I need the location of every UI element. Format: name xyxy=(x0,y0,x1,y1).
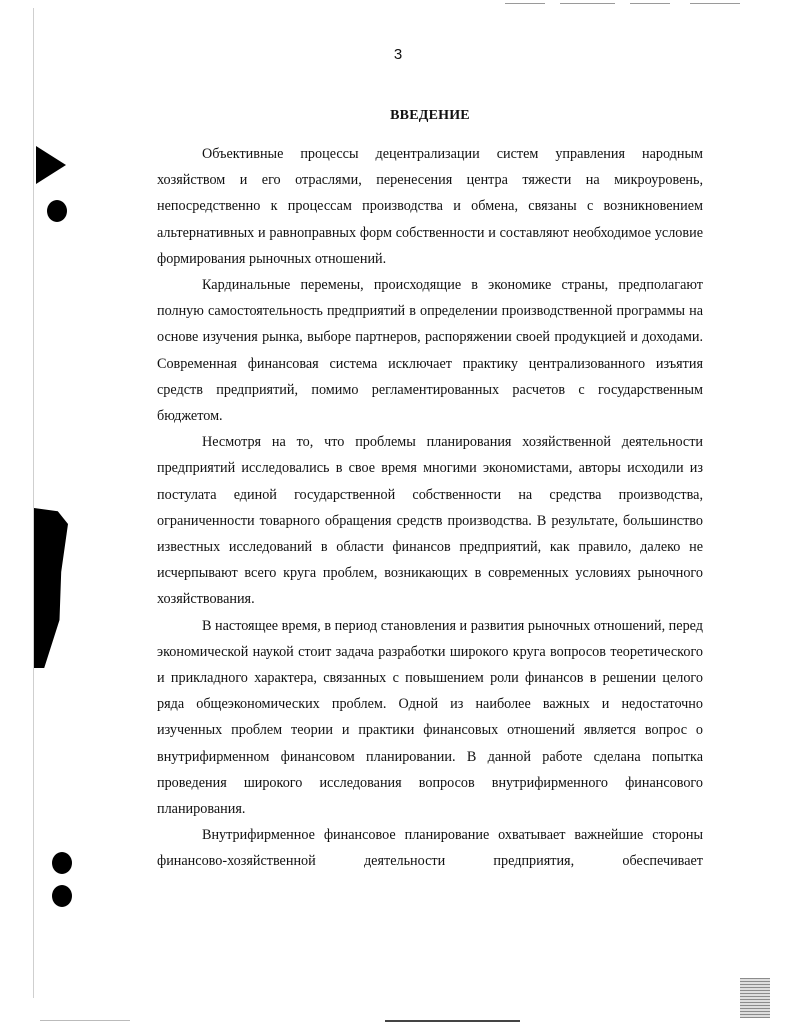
scan-noise xyxy=(740,978,770,1018)
scan-blot xyxy=(36,146,66,184)
scan-mark xyxy=(690,3,740,4)
paragraph: Внутрифирменное финансовое планирование охватывает важнейшие стороны финансово-хозяйственной деятельности предприятия, обеспечивает xyxy=(157,827,703,870)
document-body xyxy=(157,141,703,875)
scan-mark xyxy=(40,1020,130,1021)
punch-hole xyxy=(52,852,72,874)
paragraph: Несмотря на то, что проблемы планирования хозяйственной деятельности предприятий исследовались в свое время многими экономистами, авторы исходили из постулата единой государственной собственности на средства производства, ограниченности товарного обращения средств производства. В результате, большинство известных исследований в области финансов предприятий, как правило, далеко не исчерпывают всего круга проблем, возникающих в современных условиях рыночного хозяйствования. xyxy=(157,434,703,608)
paragraph: Объективные процессы децентрализации систем управления народным хозяйством и его отраслями, перенесения центра тяжести на микроуровень, непосредственно к процессам производства и обмена, связаны с возникновением альтернативных и равноправных форм собственности и составляют необходимое условие формирования рыночных отношений. xyxy=(157,146,703,267)
paragraph: В настоящее время, в период становления и развития рыночных отношений, перед экономической наукой стоит задача разработки широкого круга вопросов теоретического и прикладного характера, связанных с повышением роли финансов в решении целого ряда общеэкономических проблем. Одной из наиболее важных и недостаточно изученных проблем теории и практики финансовых отношений является вопрос о внутрифирменном финансовом планировании. В данной работе сделана попытка проведения широкого исследования вопросов внутрифирменного финансового планирования. xyxy=(157,617,703,818)
scan-margin-line xyxy=(33,8,34,998)
scan-mark xyxy=(560,3,615,4)
scan-blot xyxy=(34,508,68,668)
scan-mark xyxy=(505,3,545,4)
page-number: 3 xyxy=(393,46,403,63)
scan-mark xyxy=(385,1020,520,1022)
paragraph: Кардинальные перемены, происходящие в экономике страны, предполагают полную самостоятельность предприятий в определении производственной программы на основе изучения рынка, выборе партнеров, распоряжении своей продукцией и доходами. Современная финансовая система исключает практику централизованного изъятия средств предприятий, помимо регламентированных расчетов с государственным бюджетом. xyxy=(157,277,703,425)
page-title: ВВЕДЕНИЕ xyxy=(390,108,470,123)
scan-mark xyxy=(630,3,670,4)
punch-hole xyxy=(52,885,72,907)
punch-hole xyxy=(47,200,67,222)
